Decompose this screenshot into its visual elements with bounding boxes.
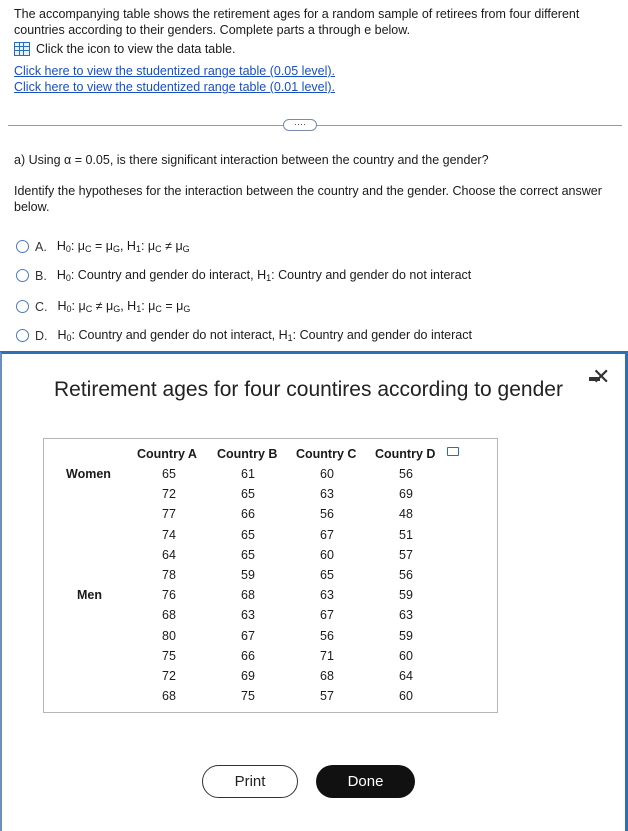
table-cell: 57 bbox=[399, 547, 413, 562]
table-cell: 65 bbox=[162, 467, 176, 481]
table-cell: 72 bbox=[162, 487, 176, 502]
option-a-letter: A. bbox=[35, 239, 47, 254]
column-header: Country D bbox=[375, 447, 436, 461]
table-cell: 65 bbox=[241, 527, 255, 542]
modal-title: Retirement ages for four countires according to gender bbox=[54, 378, 563, 401]
row-group-label: Men bbox=[77, 588, 102, 603]
table-cell: 63 bbox=[399, 608, 413, 623]
column-header: Country B bbox=[217, 447, 278, 461]
column-header: Country A bbox=[137, 447, 197, 461]
instruction-text: Identify the hypotheses for the interaction between the country and the gender. Choose the correct answer below. bbox=[14, 184, 602, 214]
column-header: Country C bbox=[296, 447, 357, 461]
table-cell: 56 bbox=[399, 467, 413, 481]
table-cell: 48 bbox=[399, 507, 413, 522]
table-cell: 66 bbox=[241, 648, 255, 663]
option-a-radio[interactable] bbox=[16, 240, 29, 253]
option-b[interactable] bbox=[16, 268, 471, 283]
table-cell: 57 bbox=[320, 689, 334, 704]
table-cell: 67 bbox=[241, 628, 255, 643]
row-group-label: Women bbox=[66, 467, 111, 481]
table-cell: 68 bbox=[320, 669, 334, 683]
table-cell: 65 bbox=[241, 487, 255, 502]
table-cell: 68 bbox=[241, 588, 255, 603]
problem-intro: The accompanying table shows the retirement ages for a random sample of retirees from four different countries according to their genders. Complete parts a through e below. bbox=[14, 7, 580, 37]
option-d-letter: D. bbox=[35, 328, 48, 343]
print-button[interactable]: Print bbox=[202, 765, 298, 798]
table-cell: 59 bbox=[399, 588, 413, 603]
table-cell: 66 bbox=[241, 507, 255, 522]
table-cell: 74 bbox=[162, 527, 176, 542]
table-cell: 71 bbox=[320, 648, 334, 663]
table-cell: 76 bbox=[162, 588, 176, 603]
table-cell: 63 bbox=[320, 487, 334, 502]
table-cell: 60 bbox=[399, 648, 413, 663]
studentized-table-005-link[interactable]: Click here to view the studentized range table (0.05 level). bbox=[14, 64, 336, 78]
table-cell: 68 bbox=[162, 689, 176, 704]
table-cell: 59 bbox=[241, 568, 255, 582]
option-d[interactable] bbox=[16, 328, 472, 343]
table-cell: 60 bbox=[399, 689, 413, 704]
table-cell: 68 bbox=[162, 608, 176, 623]
option-c[interactable] bbox=[16, 299, 190, 314]
option-d-text: $H_0$: Country and gender do not interact, $H_1$: Country and gender do interact bbox=[57, 328, 472, 343]
table-cell: 75 bbox=[241, 689, 255, 704]
table-cell: 67 bbox=[320, 527, 334, 542]
table-cell: 51 bbox=[399, 527, 413, 542]
option-c-letter: C. bbox=[35, 299, 48, 314]
studentized-table-001-link[interactable]: Click here to view the studentized range table (0.01 level). bbox=[14, 80, 336, 94]
table-cell: 77 bbox=[162, 507, 176, 522]
table-cell: 65 bbox=[320, 568, 334, 582]
option-c-radio[interactable] bbox=[16, 300, 29, 313]
option-b-text: $H_0$: Country and gender do interact, $H_1$: Country and gender do not interact bbox=[56, 268, 472, 283]
table-cell: 64 bbox=[399, 669, 413, 683]
table-cell: 59 bbox=[399, 628, 413, 643]
question-a: a) Using α = 0.05, is there significant interaction between the country and the gender? bbox=[14, 153, 489, 167]
data-table-icon[interactable] bbox=[14, 42, 30, 56]
table-cell: 75 bbox=[162, 648, 176, 663]
table-cell: 78 bbox=[162, 568, 176, 582]
table-cell: 56 bbox=[399, 568, 413, 582]
option-d-radio[interactable] bbox=[16, 329, 29, 342]
data-table-row[interactable] bbox=[14, 42, 235, 56]
table-cell: 64 bbox=[162, 547, 176, 562]
option-b-radio[interactable] bbox=[16, 269, 29, 282]
expand-more-button[interactable]: ···· bbox=[283, 119, 317, 131]
option-b-letter: B. bbox=[35, 268, 47, 283]
table-cell: 63 bbox=[241, 608, 255, 623]
data-table-label: Click the icon to view the data table. bbox=[36, 42, 236, 56]
done-button[interactable]: Done bbox=[316, 765, 415, 798]
table-cell: 60 bbox=[320, 547, 334, 562]
table-cell: 61 bbox=[241, 467, 255, 481]
table-cell: 60 bbox=[320, 467, 334, 481]
table-cell: 56 bbox=[320, 628, 334, 643]
table-cell: 65 bbox=[241, 547, 255, 562]
table-cell: 56 bbox=[320, 507, 334, 522]
option-c-text: $H_0$: $\mu_C \ne \mu_G$, $H_1$: $\mu_C = \mu_G$ bbox=[57, 299, 191, 314]
close-icon[interactable]: ✕ bbox=[592, 364, 611, 389]
table-cell: 69 bbox=[241, 669, 255, 683]
table-cell: 63 bbox=[320, 588, 334, 603]
option-a[interactable] bbox=[16, 239, 190, 254]
table-cell: 67 bbox=[320, 608, 334, 623]
table-cell: 80 bbox=[162, 628, 176, 643]
option-a-text: $H_0$: $\mu_C = \mu_G$, $H_1$: $\mu_C \ne \mu_G$ bbox=[56, 239, 190, 254]
table-cell: 69 bbox=[399, 487, 413, 502]
table-cell: 72 bbox=[162, 669, 176, 683]
